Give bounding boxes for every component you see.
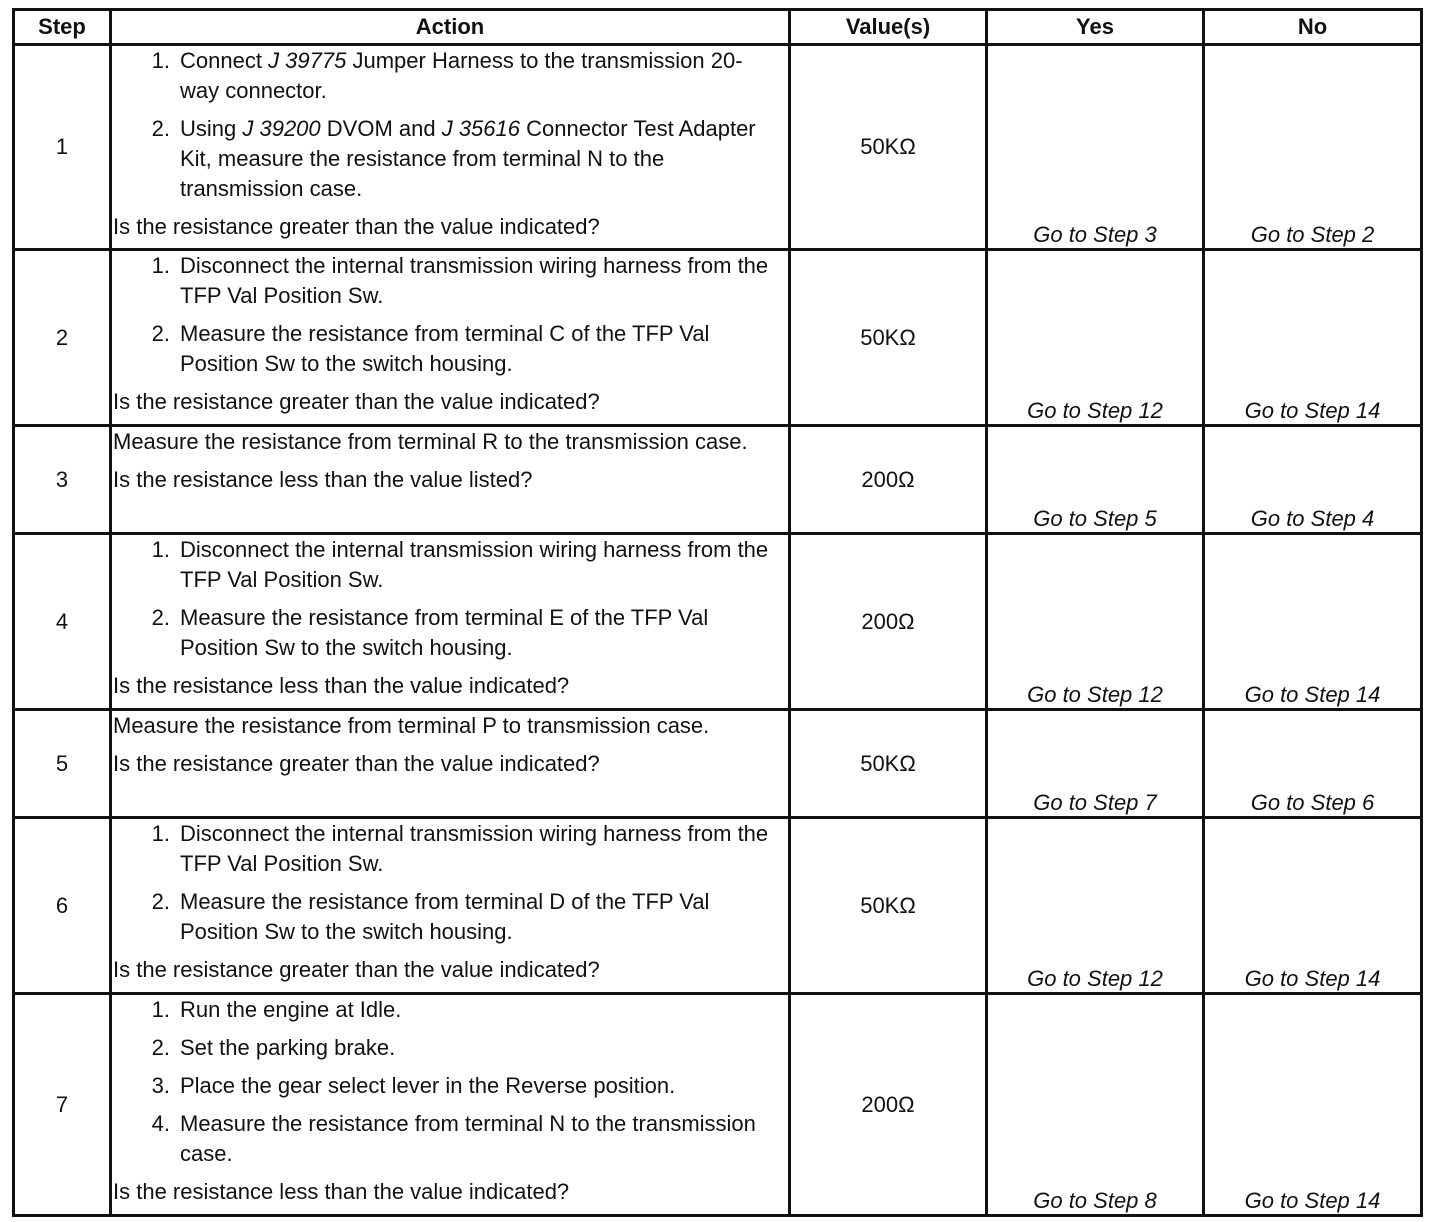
yes-cell: Go to Step 7: [987, 710, 1204, 818]
action-question: Is the resistance greater than the value indicated?: [113, 389, 600, 414]
list-item-number: 4.: [151, 1111, 170, 1136]
step-number: 2: [14, 250, 111, 426]
no-cell: Go to Step 14: [1204, 994, 1422, 1216]
yes-cell: Go to Step 12: [987, 250, 1204, 426]
list-item: [112, 603, 788, 663]
action-text: Measure the resistance from terminal R to the transmission case.: [113, 429, 748, 454]
step-number: 7: [14, 994, 111, 1216]
list-item-text: Using J 39200 DVOM and J 35616 Connector Test Adapter Kit, measure the resistance from terminal N to the transmission case.: [180, 116, 756, 201]
step-number: 5: [14, 710, 111, 818]
table-row: [14, 45, 1422, 250]
value-cell: 200Ω: [790, 994, 987, 1216]
value-cell: 200Ω: [790, 534, 987, 710]
list-item: [112, 887, 788, 947]
value-cell: 50KΩ: [790, 818, 987, 994]
value-cell: 50KΩ: [790, 710, 987, 818]
action-cell: [111, 45, 790, 250]
table-row: [14, 994, 1422, 1216]
yes-cell: Go to Step 3: [987, 45, 1204, 250]
action-question: Is the resistance greater than the value indicated?: [113, 957, 600, 982]
action-text: Measure the resistance from terminal P to transmission case.: [113, 713, 710, 738]
list-item-number: 2.: [151, 889, 170, 914]
list-item-number: 1.: [151, 997, 170, 1022]
list-item-number: 1.: [151, 253, 170, 278]
no-cell: Go to Step 14: [1204, 534, 1422, 710]
table-row: [14, 818, 1422, 994]
list-item-number: 3.: [151, 1073, 170, 1098]
list-item: [112, 251, 788, 311]
diagnostic-table: [12, 8, 1423, 1217]
step-number: 3: [14, 426, 111, 534]
step-number: 4: [14, 534, 111, 710]
action-question: Is the resistance greater than the value indicated?: [113, 214, 600, 239]
yes-cell: Go to Step 5: [987, 426, 1204, 534]
action-list: [112, 995, 788, 1169]
list-item: [112, 1033, 788, 1063]
action-list: [112, 535, 788, 663]
list-item: [112, 46, 788, 106]
action-cell: [111, 710, 790, 818]
list-item: [112, 1109, 788, 1169]
list-item-text: Place the gear select lever in the Reverse position.: [180, 1073, 676, 1098]
no-cell: Go to Step 14: [1204, 818, 1422, 994]
list-item-text: Measure the resistance from terminal C of the TFP Val Position Sw to the switch housing.: [180, 321, 710, 376]
list-item-number: 1.: [151, 821, 170, 846]
list-item: [112, 535, 788, 595]
list-item-text: Disconnect the internal transmission wiring harness from the TFP Val Position Sw.: [180, 537, 769, 592]
action-question: Is the resistance less than the value indicated?: [113, 673, 570, 698]
list-item-number: 1.: [151, 48, 170, 73]
value-cell: 200Ω: [790, 426, 987, 534]
no-cell: Go to Step 6: [1204, 710, 1422, 818]
action-question: Is the resistance greater than the value indicated?: [113, 751, 600, 776]
step-number: 6: [14, 818, 111, 994]
header-row: [14, 10, 1422, 45]
list-item-text: Run the engine at Idle.: [180, 997, 402, 1022]
list-item-number: 2.: [151, 116, 170, 141]
action-question: Is the resistance less than the value listed?: [113, 467, 533, 492]
tool-number: J 39200: [242, 116, 321, 141]
list-item-number: 2.: [151, 605, 170, 630]
list-item-text: Measure the resistance from terminal D of the TFP Val Position Sw to the switch housing.: [180, 889, 710, 944]
action-cell: [111, 250, 790, 426]
action-list: [112, 819, 788, 947]
header-step: Step: [14, 10, 111, 45]
list-item: [112, 995, 788, 1025]
action-list: [112, 46, 788, 204]
action-cell: [111, 534, 790, 710]
list-item-number: 2.: [151, 1035, 170, 1060]
diagnostic-table-sheet: [12, 8, 1420, 1217]
list-item: [112, 1071, 788, 1101]
list-item: [112, 114, 788, 204]
yes-cell: Go to Step 8: [987, 994, 1204, 1216]
header-action: Action: [111, 10, 790, 45]
table-row: [14, 710, 1422, 818]
list-item-text: Set the parking brake.: [180, 1035, 396, 1060]
list-item: [112, 819, 788, 879]
list-item-text: Disconnect the internal transmission wiring harness from the TFP Val Position Sw.: [180, 821, 769, 876]
yes-cell: Go to Step 12: [987, 534, 1204, 710]
tool-number: J 35616: [441, 116, 520, 141]
no-cell: Go to Step 14: [1204, 250, 1422, 426]
table-row: [14, 250, 1422, 426]
list-item-text: Measure the resistance from terminal E of the TFP Val Position Sw to the switch housing.: [180, 605, 709, 660]
table-row: [14, 534, 1422, 710]
list-item-number: 1.: [151, 537, 170, 562]
action-cell: [111, 426, 790, 534]
header-no: No: [1204, 10, 1422, 45]
header-yes: Yes: [987, 10, 1204, 45]
list-item: [112, 319, 788, 379]
tool-number: J 39775: [268, 48, 347, 73]
no-cell: Go to Step 4: [1204, 426, 1422, 534]
action-list: [112, 251, 788, 379]
yes-cell: Go to Step 12: [987, 818, 1204, 994]
value-cell: 50KΩ: [790, 250, 987, 426]
list-item-number: 2.: [151, 321, 170, 346]
header-values: Value(s): [790, 10, 987, 45]
value-cell: 50KΩ: [790, 45, 987, 250]
no-cell: Go to Step 2: [1204, 45, 1422, 250]
action-question: Is the resistance less than the value indicated?: [113, 1179, 570, 1204]
list-item-text: Disconnect the internal transmission wiring harness from the TFP Val Position Sw.: [180, 253, 769, 308]
action-cell: [111, 818, 790, 994]
list-item-text: Connect J 39775 Jumper Harness to the transmission 20-way connector.: [180, 48, 743, 103]
action-cell: [111, 994, 790, 1216]
table-row: [14, 426, 1422, 534]
list-item-text: Measure the resistance from terminal N to the transmission case.: [180, 1111, 756, 1166]
step-number: 1: [14, 45, 111, 250]
